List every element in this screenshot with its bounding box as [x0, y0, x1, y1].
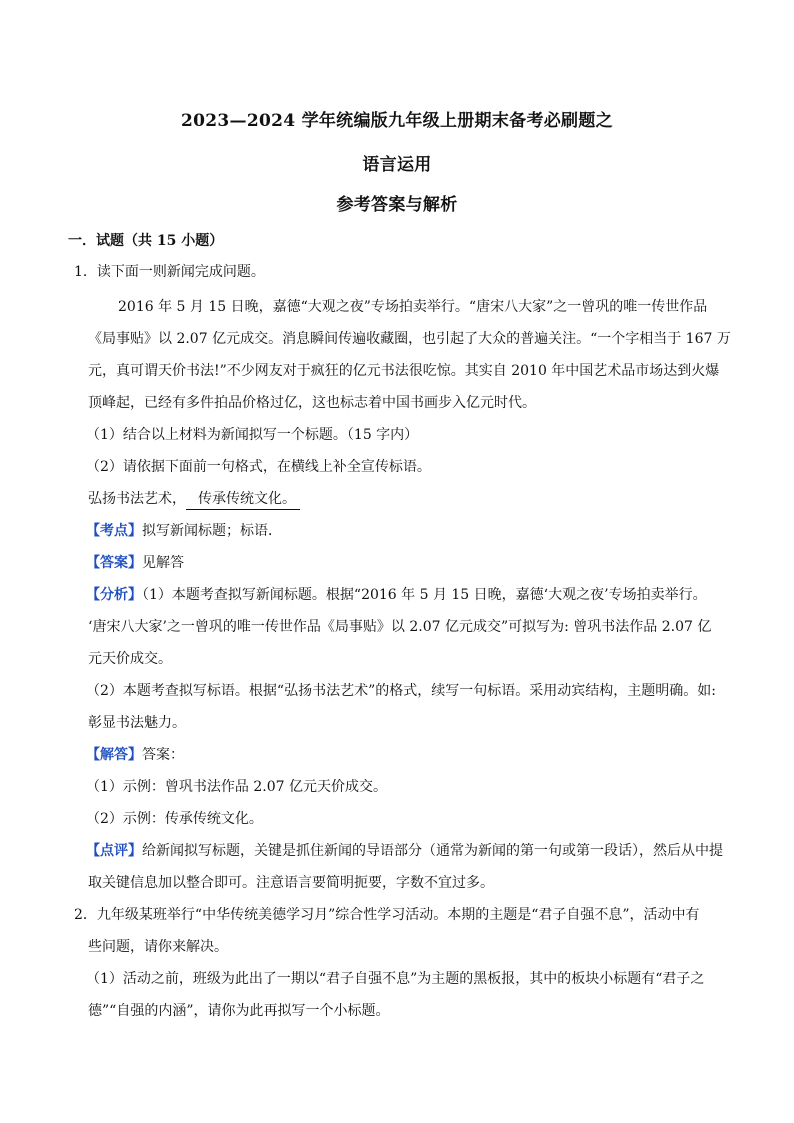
doc-title-line2: 语言运用	[362, 155, 432, 175]
q1-dianping	[86, 841, 723, 861]
fenxi-line: 彰显书法魅力。	[88, 715, 186, 731]
q1-jieda	[86, 745, 184, 765]
jieda-tag: 【解答】	[86, 747, 142, 763]
fenxi-line: （1）本题考查拟写新闻标题。根据“2016 年 5 月 15 日晚，嘉德‘大观之夜’专场拍卖举行。	[142, 587, 707, 603]
q1-fenxi	[86, 585, 707, 605]
jieda-line: （1）示例：曾巩书法作品 2.07 亿元天价成交。	[86, 779, 387, 795]
jieda-line: （2）示例：传承传统文化。	[86, 811, 263, 827]
q1-news-line: 《局事贴》以 2.07 亿元成交。消息瞬间传遍收藏圈，也引起了大众的普遍关注。“一个字相当于 167 万	[88, 331, 731, 347]
q1-sub2: （2）请依据下面前一句格式，在横线上补全宣传标语。	[86, 459, 431, 475]
doc-title-line1: 2023—2024 学年统编版九年级上册期末备考必刷题之	[181, 111, 613, 131]
q1-news-line: 顶峰起，已经有多件拍品价格过亿，这也标志着中国书画步入亿元时代。	[88, 395, 536, 411]
q2-sub1: 德”“自强的内涵”，请你为此再拟写一个小标题。	[88, 1003, 390, 1019]
dianping-tag: 【点评】	[86, 843, 142, 859]
q1-kaodian	[86, 521, 282, 541]
q2-sub1: （1）活动之前，班级为此出了一期以“君子自强不息”为主题的黑板报，其中的板块小标题有“君子之	[86, 971, 705, 987]
daan-tag: 【答案】	[86, 555, 142, 571]
daan-text: 见解答	[142, 555, 184, 571]
q2-stem: 些问题，请你来解决。	[88, 939, 228, 955]
fenxi-tag: 【分析】	[86, 587, 142, 603]
section-heading: 一．试题（共 15 小题）	[68, 233, 224, 249]
fenxi-line: （2）本题考查拟写标语。根据“弘扬书法艺术”的格式，续写一句标语。采用动宾结构，主题明确。如:	[86, 683, 716, 699]
q1-news-line: 元，真可谓天价书法!”不少网友对于疯狂的亿元书法很吃惊。其实自 2010 年中国艺术品市场达到火爆	[88, 363, 720, 379]
dianping-line: 取关键信息加以整合即可。注意语言要简明扼要，字数不宜过多。	[88, 875, 494, 891]
fenxi-line: ‘唐宋八大家’之一曾巩的唯一传世作品《局事贴》以 2.07 亿元成交”可拟写为: 曾巩书法作品 2.07 亿	[88, 619, 712, 635]
fenxi-line: 元天价成交。	[88, 651, 172, 667]
slogan-prefix: 弘扬书法艺术，	[88, 491, 186, 507]
q2-stem: 2．九年级某班举行“中华传统美德学习月”综合性学习活动。本期的主题是“君子自强不息”，活动中有	[74, 907, 700, 923]
slogan-blank: 传承传统文化。	[186, 489, 300, 510]
jieda-text: 答案：	[142, 747, 184, 763]
q1-stem: 1．读下面一则新闻完成问题。	[74, 264, 265, 280]
doc-title-line3: 参考答案与解析	[336, 195, 458, 215]
q1-sub1: （1）结合以上材料为新闻拟写一个标题。（15 字内）	[86, 427, 419, 443]
q1-news-line: 2016 年 5 月 15 日晚，嘉德“大观之夜”专场拍卖举行。“唐宋八大家”之一曾巩的唯一传世作品	[118, 299, 708, 315]
q1-slogan	[88, 489, 300, 510]
kaodian-text: 拟写新闻标题；标语．	[142, 523, 282, 539]
kaodian-tag: 【考点】	[86, 523, 142, 539]
dianping-line: 给新闻拟写标题，关键是抓住新闻的导语部分（通常为新闻的第一句或第一段话），然后从中提	[142, 843, 723, 859]
q1-daan	[86, 553, 184, 573]
